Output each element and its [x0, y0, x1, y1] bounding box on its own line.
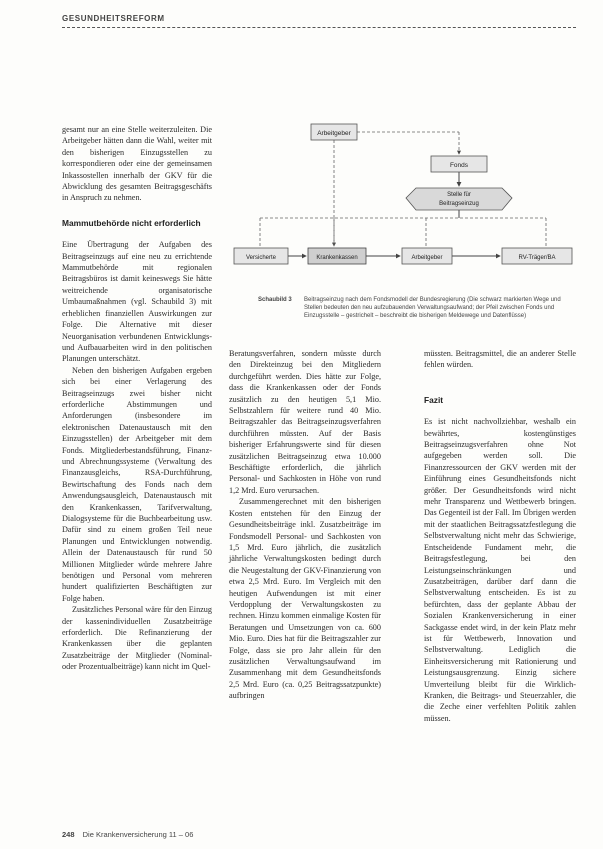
section-header: GESUNDHEITSREFORM	[62, 14, 165, 23]
label-einzugsstelle-line2: Beitragseinzug	[439, 201, 479, 207]
text-column-right	[424, 348, 576, 724]
paragraph: Zusammengerechnet mit den bisherigen Kosten entstehen für den Einzug der Gesundheitsbeiträge inkl. Zusatzbeiträge im Fondsmodell Personal- und Sachkosten von 1,5 Mrd. Euro jährlich, die zusätzlich jährliche Verwaltungskosten bedingt durch die Neugestaltung der GKV-Finanzierung von etwa 2,5 Mrd. Euro. Im Vergleich mit den heutigen Aufwendungen ist mit einer Verdopplung der Verwaltungskosten zu rechnen. Hinzu kommen einmalige Kosten für Beratungen und Umsetzungen von ca. 600 Mio. Euro. Dies hat für die Beitragszahler zur Folge, dass sie pro Jahr allein für den zusätzlichen Verwaltungsaufwand im Zusammenhang mit dem Gesundheitsfonds 2,5 Mrd. Euro (ca. 0,25 Beitragssatzpunkte) aufbringen	[229, 497, 381, 701]
label-versicherte: Versicherte	[245, 255, 277, 261]
beitragseinzug-diagram	[226, 118, 578, 288]
label-rv-traeger: RV-Träger/BA	[518, 255, 556, 261]
header-rule	[62, 27, 576, 28]
label-einzugsstelle-line1: Stelle für	[447, 192, 471, 198]
paragraph-intro: gesamt nur an eine Stelle weiterzuleiten. Die Arbeitgeber hätten dann die Wahl, weiter mit den bisherigen Einzugsstellen zu korrespondieren oder eine der gemeinsamen Inkassostellen innerhalb der GKV für die Abwicklung des gesamten Beitragsgeschäfts in Anspruch zu nehmen.	[62, 125, 212, 203]
paragraph: Es ist nicht nachvollziehbar, weshalb ein bewährtes, kostengünstiges Beitragseinzugsverfahren ohne Not aufgegeben werden soll. Die Finanzressourcen der GKV werden mit der Einführung eines Gesundheitsfonds nicht größer. Der Gesundheitsfonds wird nicht mehr Transparenz und Wettbewerb bringen. Das Gegenteil ist der Fall. Im Übrigen werden mit der staatlichen Beitragssatzfestlegung die Selbstverwaltung nicht mehr das Schwierige, Entscheidende Fundament mehr, die Beitragsfestlegung, bei den Leistungseinschränkungen und Zusatzbeiträgen, darüber darf dann die Selbstverwaltung entscheiden. Es ist zu befürchten, dass der geplante Abbau der Sozialen Krankenversicherung in einer Sackgasse endet wird, in der kein Platz mehr ist für Wettbewerb, Innovation und Selbstverwaltung. Lediglich die Einheitsversicherung mit Rationierung und Leistungsausgrenzung. Einzig sichere Umverteilung bleibt für die Wirklich-Kranken, die Beitrags- und Steuerzahler, die die Zeche einer verfehlten Politik zahlen müssen.	[424, 417, 576, 723]
page-number: 248	[62, 830, 75, 839]
caption-label: Schaubild 3	[258, 297, 292, 303]
paragraph: Beratungsverfahren, sondern müsste durch den Direkteinzug bei den Mitgliedern durchgeführt werden. Dies hätte zur Folge, dass die Krankenkassen oder der Fonds zusätzlich zu den heutigen 5,1 Mio. Selbstzahlern für weitere rund 40 Mio. Beitragszahler das Beitragseinzugsverfahren durchführen müssten. Auf der Basis bisheriger Erfahrungswerte sind für diesen zusätzlichen Beitragseinzug etwa 10.000 Beschäftigte erforderlich, die jährlich Personal- und Sachkosten in Höhe von rund 1,2 Mrd. Euro verursachen.	[229, 349, 381, 495]
text-column-middle	[229, 348, 381, 702]
label-krankenkassen: Krankenkassen	[316, 255, 358, 261]
text-column-left	[62, 124, 212, 673]
label-arbeitgeber-top: Arbeitgeber	[317, 130, 351, 137]
label-arbeitgeber-bottom: Arbeitgeber	[411, 255, 443, 261]
paragraph: müssten. Beitragsmittel, die an anderer Stelle fehlen würden.	[424, 349, 576, 370]
label-fonds: Fonds	[449, 162, 469, 169]
paragraph: Eine Übertragung der Aufgaben des Beitragseinzugs auf eine neu zu errichtende Mammutbehörde mit regionalen Beitragsbüros ist damit keineswegs Sie hätte weitreichende organisatorische Umbaumaßnahmen (vgl. Schaubild 3) mit erheblichen finanziellen Auswirkungen zur Folge. Die Alternative mit dieser Neuorganisation verbundenen Entwicklungs- und Aufbauarbeiten wird in den politischen Planungen unterschätzt.	[62, 240, 212, 364]
figure-caption	[258, 296, 576, 320]
page-footer	[62, 830, 193, 839]
caption-text: Beitragseinzug nach dem Fondsmodell der Bundesregierung (Die schwarz markierten Wege und Stellen bedeuten den neu aufzubauenden Verwaltungsaufwand; der Pfeil zwischen Fonds und Einzugsstelle – gestrichelt – beschreibt die bisherigen Meldewege und Datenflüsse)	[304, 297, 561, 319]
journal-name: Die Krankenversicherung 11 – 06	[82, 830, 194, 839]
section-heading-fazit: Fazit	[424, 394, 444, 405]
section-heading-mammut: Mammutbehörde nicht erforderlich	[62, 217, 201, 228]
paragraph: Zusätzliches Personal wäre für den Einzug der kassenindividuellen Zusatzbeiträge erforderlich. Die Refinanzierung der Krankenkassen über die geplanten Zusatzbeiträge der Mitglieder (Nominal- oder Prozentualbeiträge) kann nicht im Quel-	[62, 605, 212, 672]
paragraph: Neben den bisherigen Aufgaben ergeben sich bei einer Verlagerung des Beitragseinzugs zwei bisher nicht erforderliche Abstimmungen und Anforderungen (insbesondere im elektronischen Datenaustausch mit den Einzugsstellen) der Arbeitgeber mit dem Fonds. Mitgliederbestandsführung, Finanz- und Abrechnungssysteme (Verwaltung des Finanzausgleichs, RSA-Durchführung, Bewirtschaftung des Fonds nach dem Anwendungsausgleich, Datenaustausch mit den Krankenkassen, Tarifverwaltung, Dialogsysteme für die Buchbearbeitung usw. Dafür sind zu einem großen Teil neue Planungen und Entwicklungen notwendig. Allein der Datenaustausch für rund 50 Millionen Mitglieder würde mehrere Jahre benötigen und Personal vom mehreren hundert qualifizierten Beschäftigten zur Folge haben.	[62, 365, 212, 603]
